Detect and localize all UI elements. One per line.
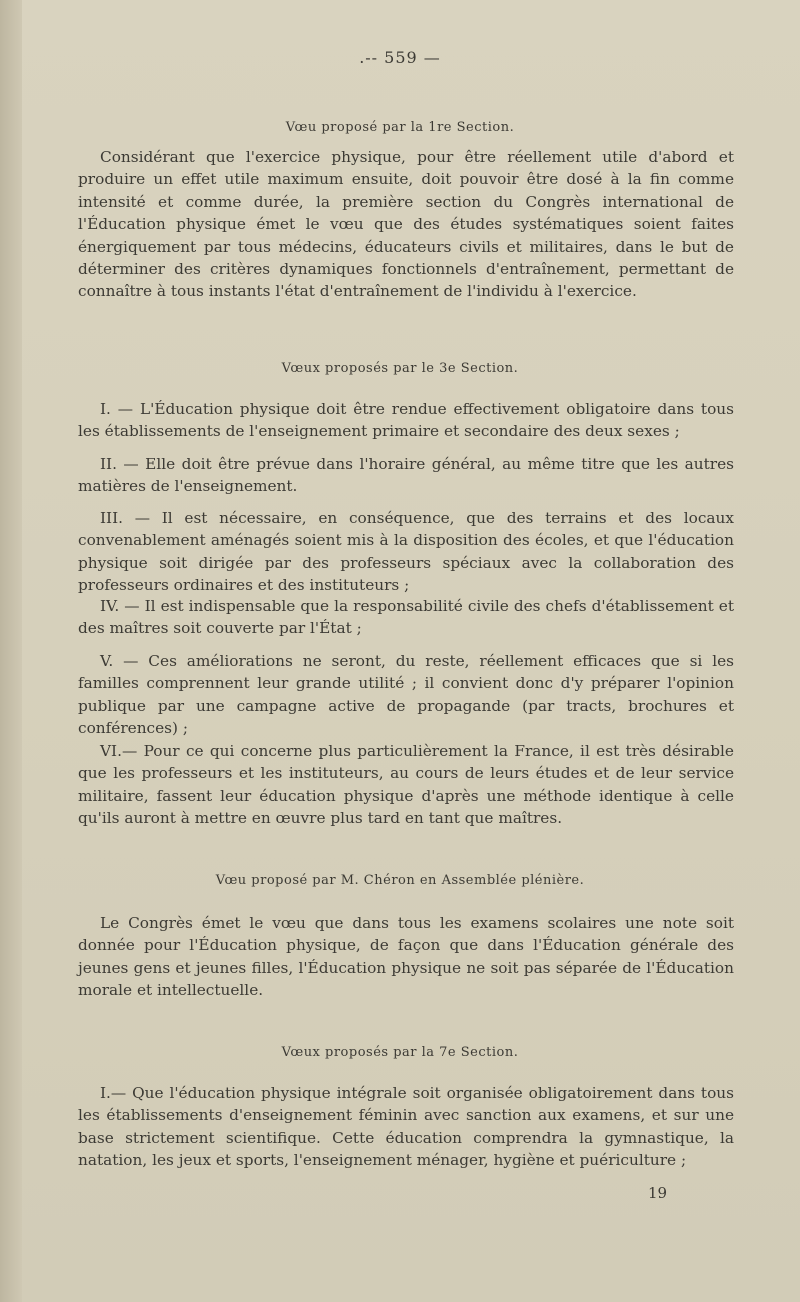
section-3-item-1: I. — L'Éducation physique doit être rendue effectivement obligatoire dans tous les établissements de l'enseignement primaire et secondaire des deux sexes ; (78, 400, 734, 441)
section-heading-assembly: Vœu proposé par M. Chéron en Assemblée plénière. (215, 873, 585, 888)
section-heading-1: Vœu proposé par la 1re Section. (285, 120, 515, 135)
section-1-paragraph: Considérant que l'exercice physique, pour être réellement utile d'abord et produire un effet utile maximum ensuite, doit pouvoir être dosé à la fin comme intensité et comme durée, la première section du Congrès international de l'Éducation physique émet le vœu que des études systématiques soient faites énergiquement par tous médecins, éducateurs civils et militaires, dans le but de déterminer des critères dynamiques fonctionnels d'entraînement, permettant de connaître à tous instants l'état d'entraînement de l'individu à l'exercice. (78, 148, 734, 301)
section-heading-7: Vœux proposés par la 7e Section. (281, 1045, 519, 1060)
section-3-item-5: V. — Ces améliorations ne seront, du reste, réellement efficaces que si les familles comprennent leur grande utilité ; il convient donc d'y préparer l'opinion publique par une campagne active de propagande (par tracts, brochures et conférences) ; (78, 652, 734, 738)
assembly-paragraph: Le Congrès émet le vœu que dans tous les examens scolaires une note soit donnée pour l'Éducation physique, de façon que dans l'Éducation générale des jeunes gens et jeunes filles, l'Éducation physique ne soit pas séparée de l'Éducation morale et intellectuelle. (78, 914, 734, 1000)
section-3-item-2: II. — Elle doit être prévue dans l'horaire général, au même titre que les autres matières de l'enseignement. (78, 455, 734, 496)
section-3-item-3: III. — Il est nécessaire, en conséquence, que des terrains et des locaux convenablement aménagés soient mis à la disposition des écoles, et que l'éducation physique soit dirigée par des professeurs spéciaux avec la collaboration des professeurs ordinaires et des instituteurs ; (78, 509, 734, 595)
page-number: .-- 559 — (359, 48, 441, 67)
sheet-number: 19 (648, 1184, 668, 1202)
section-3-item-6: VI.— Pour ce qui concerne plus particulièrement la France, il est très désirable que les professeurs et les instituteurs, au cours de leurs études et de leur service militaire, fassent leur éducation physique d'après une méthode identique à celle qu'ils auront à mettre en œuvre plus tard en tant que maîtres. (78, 742, 734, 828)
section-7-item-1: I.— Que l'éducation physique intégrale soit organisée obligatoirement dans tous les établissements d'enseignement féminin avec sanction aux examens, et sur une base strictement scientifique. Cette éducation comprendra la gymnastique, la natation, les jeux et sports, l'enseignement ménager, hygiène et puériculture ; (78, 1084, 734, 1170)
section-heading-3: Vœux proposés par le 3e Section. (281, 361, 519, 376)
section-3-item-4: IV. — Il est indispensable que la responsabilité civile des chefs d'établissement et des maîtres soit couverte par l'État ; (78, 597, 734, 638)
page-edge-shadow (0, 0, 22, 1302)
